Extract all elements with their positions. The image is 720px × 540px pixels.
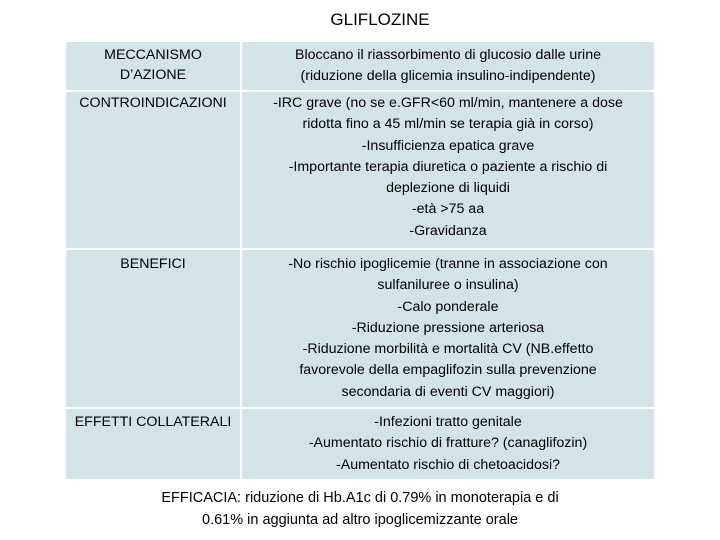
row-label-effetti-collaterali: [66, 409, 240, 479]
content-line: -No rischio ipoglicemie (tranne in associazione con: [288, 256, 608, 272]
content-line: -Gravidanza: [409, 222, 487, 239]
label-line: CONTROINDICAZIONI: [79, 95, 227, 111]
efficacy-note: [0, 487, 720, 531]
content-line: -Aumentato rischio di chetoacidosi?: [336, 456, 560, 473]
content-line: ridotta fino a 45 ml/min se terapia già in corso): [302, 116, 594, 133]
content-line: (riduzione della glicemia insulino-indipendente): [300, 68, 596, 85]
row-label-meccanismo: [66, 42, 240, 90]
content-line: -Importante terapia diuretica o paziente a rischio di: [288, 158, 608, 175]
content-line: -Insufficienza epatica grave: [361, 137, 535, 154]
content-line: secondaria di eventi CV maggiori): [341, 383, 555, 400]
label-line: MECCANISMO: [104, 47, 202, 63]
content-line: -Calo ponderale: [397, 298, 499, 315]
row-content-controindicazioni: [242, 92, 654, 248]
table-row-controindicazioni: [66, 92, 654, 248]
label-line: D’AZIONE: [119, 67, 187, 83]
content-line: -Aumentato rischio di fratture? (canaglifozin): [308, 435, 588, 452]
footer-line: 0.61% in aggiunta ad altro ipoglicemizzante orale: [202, 512, 518, 528]
content-line: -età >75 aa: [411, 201, 485, 218]
table-row-benefici: [66, 250, 654, 407]
page-title: GLIFLOZINE: [330, 10, 430, 29]
content-line: -IRC grave (no se e.GFR<60 ml/min, mantenere a dose: [273, 95, 623, 111]
content-line: -Riduzione morbilità e mortalità CV (NB.effetto: [302, 341, 594, 358]
label-line: BENEFICI: [120, 256, 186, 272]
content-line: sulfaniluree o insulina): [377, 277, 519, 294]
row-content-meccanismo: [242, 42, 654, 90]
table-row-effetti-collaterali: [66, 409, 654, 479]
row-label-controindicazioni: [66, 92, 240, 248]
content-line: deplezione di liquidi: [386, 180, 510, 197]
table-row-meccanismo: [66, 42, 654, 90]
content-line: -Riduzione pressione arteriosa: [351, 319, 545, 336]
row-label-benefici: [66, 250, 240, 407]
content-line: Bloccano il riassorbimento di glucosio dalle urine: [295, 47, 601, 63]
info-table: [66, 42, 654, 481]
row-content-benefici: [242, 250, 654, 407]
row-content-effetti-collaterali: [242, 409, 654, 479]
label-line: EFFETTI COLLATERALI: [74, 414, 232, 430]
content-line: favorevole della empaglifozin sulla prevenzione: [299, 362, 597, 379]
footer-line: EFFICACIA: riduzione di Hb.A1c di 0.79% in monoterapia e di: [161, 490, 559, 506]
content-line: -Infezioni tratto genitale: [374, 414, 522, 430]
